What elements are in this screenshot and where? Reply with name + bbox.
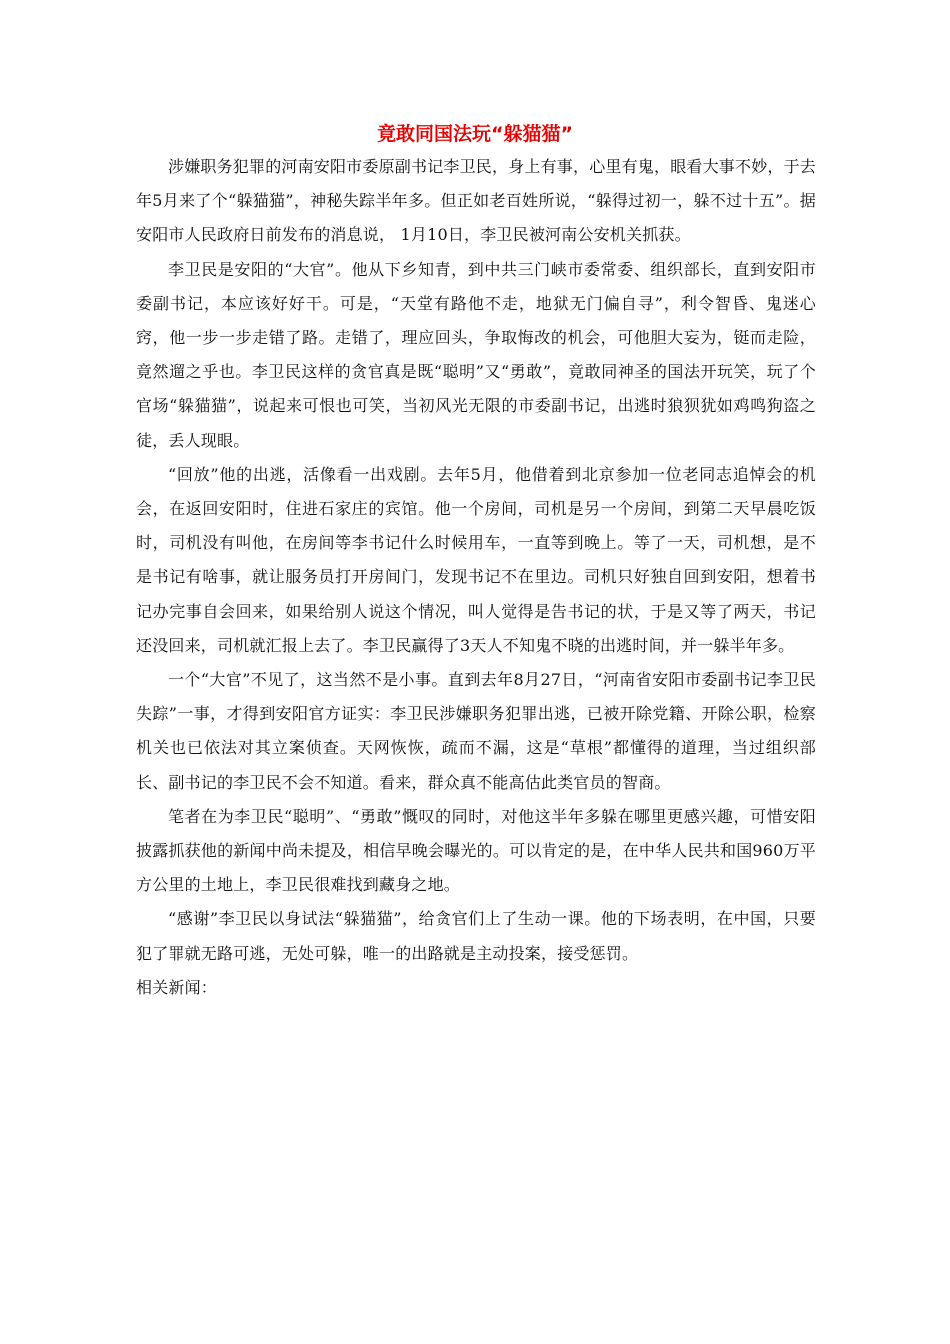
article-title: 竟敢同国法玩“躲猫猫” [377,123,573,145]
paragraph-1: 涉嫌职务犯罪的河南安阳市委原副书记李卫民，身上有事，心里有鬼，眼看大事不妙，于去年5月来了个“躲猫猫”，神秘失踪半年多。但正如老百姓所说，“躲得过初一，躲不过十五”。据安阳市人民政府日前发布的消息说， 1月10日，李卫民被河南公安机关抓获。 [136,157,817,245]
paragraph-5: 笔者在为李卫民“聪明”、“勇敢”慨叹的同时，对他这半年多躲在哪里更感兴趣，可惜安阳披露抓获他的新闻中尚未提及，相信早晚会曝光的。可以肯定的是，在中华人民共和国960万平方公里的土地上，李卫民很难找到藏身之地。 [136,806,816,895]
related-news-label: 相关新闻： [136,977,218,997]
article-body [136,150,816,1005]
paragraph-2: 李卫民是安阳的“大官”。他从下乡知青，到中共三门峡市委常委、组织部长，直到安阳市委副书记，本应该好好干。可是，“天堂有路他不走，地狱无门偏自寻”，利令智昏、鬼迷心窍，他一步一步走错了路。走错了，理应回头，争取悔改的机会，可他胆大妄为，铤而走险，竟然遛之乎也。李卫民这样的贪官真是既“聪明”又“勇敢”，竟敢同神圣的国法开玩笑，玩了个官场“躲猫猫”，说起来可恨也可笑，当初风光无限的市委副书记，出逃时狼狈犹如鸡鸣狗盗之徒，丢人现眼。 [136,259,816,450]
paragraph-4: 一个“大官”不见了，这当然不是小事。直到去年8月27日，“河南省安阳市委副书记李卫民失踪”一事，才得到安阳官方证实：李卫民涉嫌职务犯罪出逃，已被开除党籍、开除公职，检察机关也已依法对其立案侦查。天网恢恢，疏而不漏，这是“草根”都懂得的道理，当过组织部长、副书记的李卫民不会不知道。看来，群众真不能高估此类官员的智商。 [136,670,816,792]
paragraph-3: “回放”他的出逃，活像看一出戏剧。去年5月，他借着到北京参加一位老同志追悼会的机会，在返回安阳时，住进石家庄的宾馆。他一个房间，司机是另一个房间，到第二天早晨吃饭时，司机没有叫他，在房间等李书记什么时候用车，一直等到晚上。等了一天，司机想，是不是书记有啥事，就让服务员打开房间门，发现书记不在里边。司机只好独自回到安阳，想着书记办完事自会回来，如果给别人说这个情况，叫人觉得是告书记的状，于是又等了两天，书记还没回来，司机就汇报上去了。李卫民赢得了3天人不知鬼不晓的出逃时间，并一躲半年多。 [136,464,816,655]
paragraph-6: “感谢”李卫民以身试法“躲猫猫”，给贪官们上了生动一课。他的下场表明，在中国，只要犯了罪就无路可逃，无处可躲，唯一的出路就是主动投案，接受惩罚。 [136,909,816,963]
